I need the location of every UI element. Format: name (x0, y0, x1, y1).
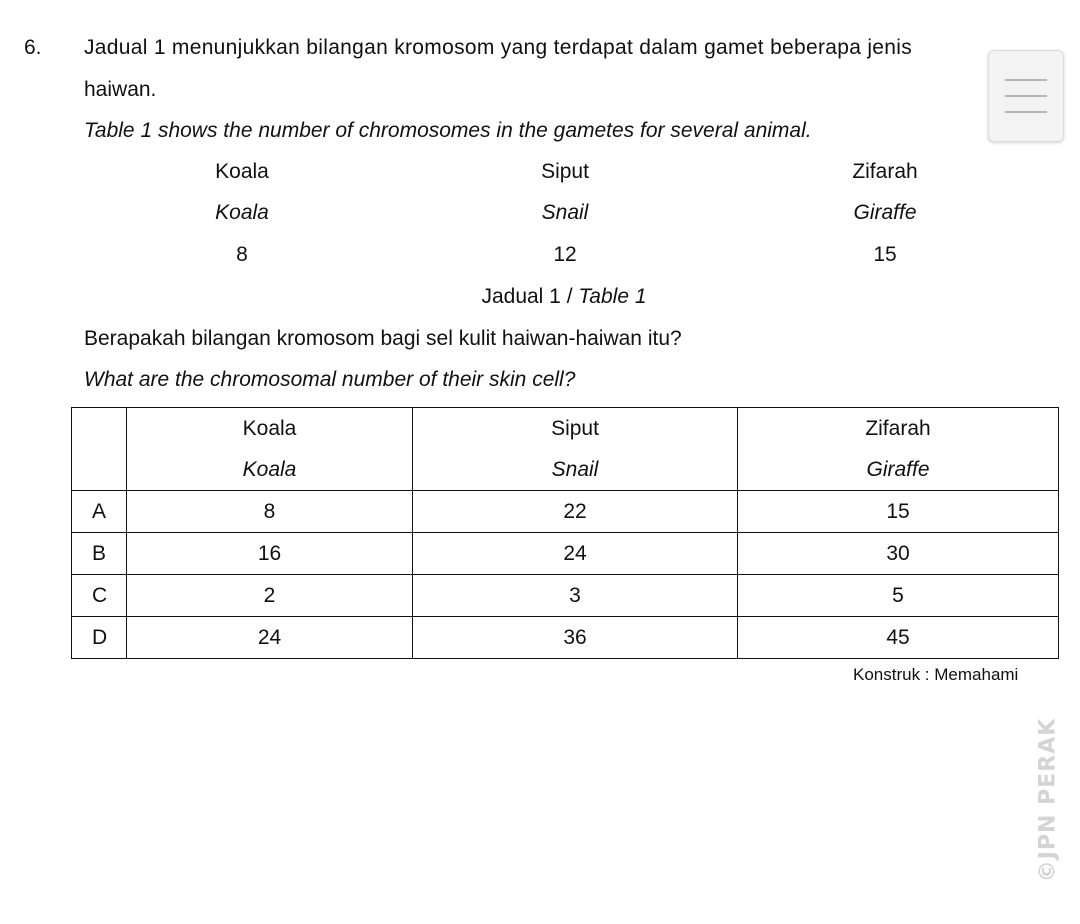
table1-name-en: Giraffe (853, 201, 917, 224)
table1-name-ms: Siput (541, 160, 589, 183)
option-value: 8 (127, 491, 413, 533)
options-header-zifarah (738, 408, 1059, 491)
sub-question-en: What are the chromosomal number of their skin cell? (84, 368, 576, 391)
option-value: 36 (413, 617, 738, 659)
table1-gamete-value: 15 (873, 243, 897, 266)
question-number: 6. (24, 36, 42, 59)
option-value: 3 (413, 575, 738, 617)
option-value: 5 (738, 575, 1059, 617)
question-text-ms-line1: Jadual 1 menunjukkan bilangan kromosom yang terdapat dalam gamet beberapa jenis (84, 36, 913, 59)
sub-question-ms: Berapakah bilangan kromosom bagi sel kulit haiwan-haiwan itu? (84, 327, 682, 350)
options-header-koala (127, 408, 413, 491)
menu-icon-bar (1005, 111, 1047, 113)
option-value: 15 (738, 491, 1059, 533)
option-value: 22 (413, 491, 738, 533)
table1-caption (0, 285, 1080, 309)
option-label: C (72, 575, 127, 617)
table1-name-en: Snail (541, 201, 589, 224)
option-row-b[interactable] (72, 533, 1059, 575)
option-value: 45 (738, 617, 1059, 659)
option-label: A (72, 491, 127, 533)
table1-name-en: Koala (215, 201, 269, 224)
header-en: Snail (551, 458, 599, 481)
construct-label: Konstruk : Memahami (853, 665, 1019, 684)
options-header-row (72, 408, 1059, 491)
menu-button[interactable] (988, 50, 1064, 142)
options-table (71, 407, 1059, 659)
menu-icon-bar (1005, 95, 1047, 97)
table1-gamete-value: 12 (553, 243, 577, 266)
header-ms: Zifarah (865, 417, 931, 440)
header-ms: Koala (242, 417, 297, 440)
option-row-d[interactable] (72, 617, 1059, 659)
header-en: Giraffe (866, 458, 930, 481)
question-text-ms-line2: haiwan. (84, 78, 157, 101)
option-value: 24 (127, 617, 413, 659)
table1-caption-ms: Jadual 1 (481, 285, 561, 308)
header-ms: Siput (551, 417, 599, 440)
options-header-blank (72, 408, 127, 491)
header-en: Koala (242, 458, 297, 481)
option-value: 24 (413, 533, 738, 575)
options-header-siput (413, 408, 738, 491)
menu-icon (1005, 79, 1047, 81)
option-label: B (72, 533, 127, 575)
table1-gamete-value: 8 (236, 243, 248, 266)
option-value: 2 (127, 575, 413, 617)
table1-caption-en: Table 1 (578, 285, 647, 308)
question-text-en: Table 1 shows the number of chromosomes in the gametes for several animal. (84, 119, 812, 142)
option-row-a[interactable] (72, 491, 1059, 533)
option-value: 16 (127, 533, 413, 575)
option-value: 30 (738, 533, 1059, 575)
table1-caption-separator: / (560, 285, 579, 308)
table1-name-ms: Koala (215, 160, 269, 183)
table1-name-ms: Zifarah (852, 160, 918, 183)
option-label: D (72, 617, 127, 659)
watermark: ©JPN PERAK (1035, 717, 1061, 883)
option-row-c[interactable] (72, 575, 1059, 617)
